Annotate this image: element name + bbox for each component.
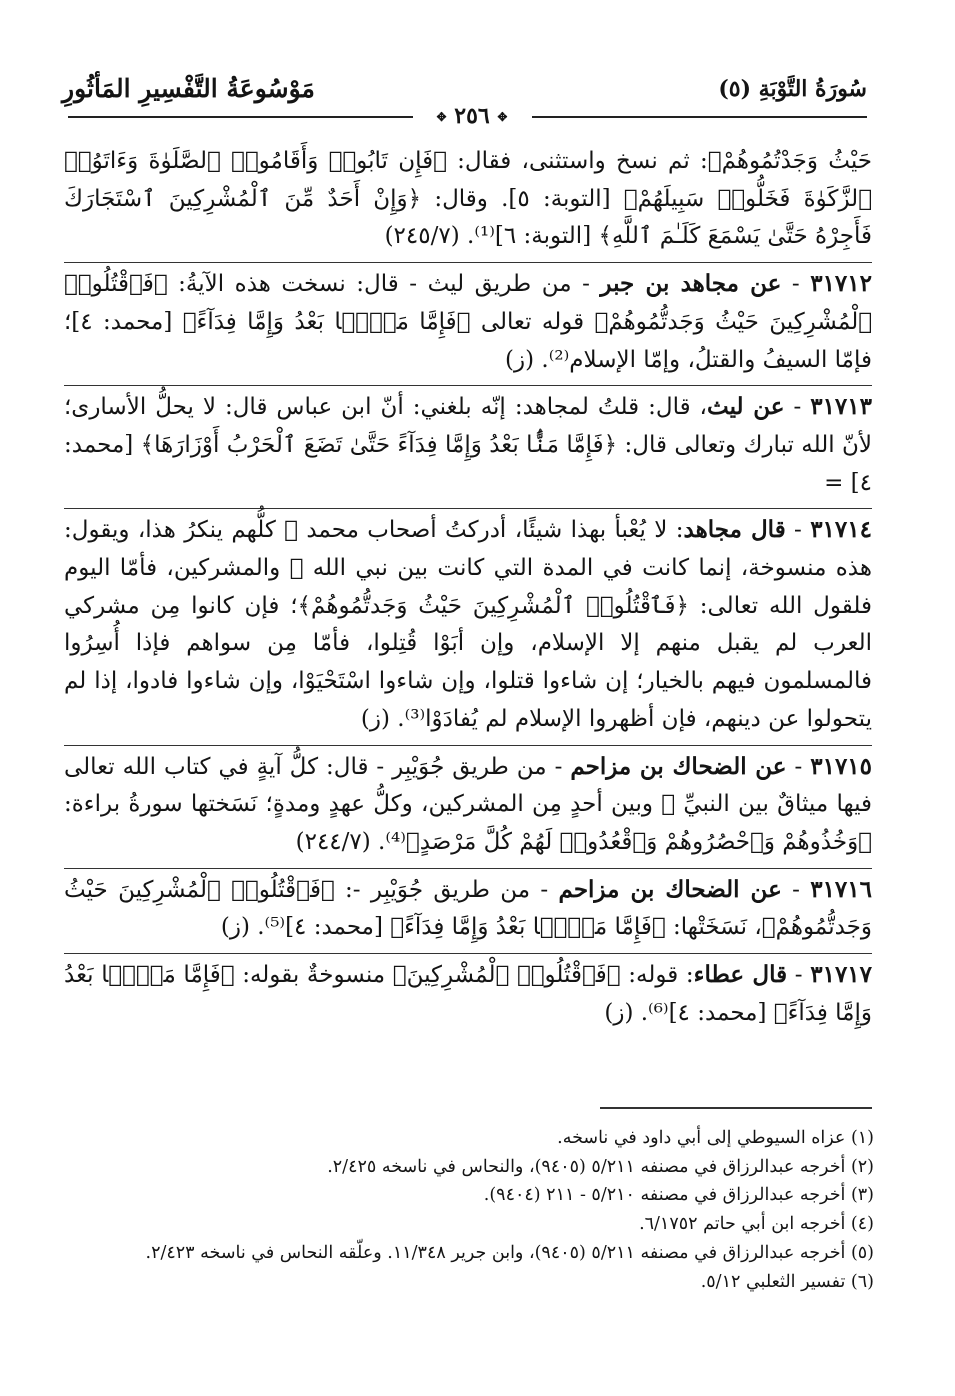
narration-entry: ٣١٧١٤ - قال مجاهد: لا يُعْبأ بهذا شيئًا، أدركتُ أصحاب محمد ﷺ كلُّهم ينكرُ هذا، ويقول: هذه منسوخة، إنما كانت في المدة التي كانت بين نبي الله ﷺ والمشركين، فأمّا اليوم فلقول الله تعالى: ﴿فَٱقْتُلُوا۟ ٱلْمُشْرِكِينَ حَيْثُ وَجَدتُّمُوهُمْ﴾؛ فإن كانوا مِن مشركي العرب لم يقبل منهم إلا الإسلام، وإن أبَوْا قُتِلوا، فأمّا مِن سواهم فإذا أُسِرُوا فالمسلمون فيهم بالخيار؛ إن شاءوا قتلوا، وإن شاءوا اسْتَحْيَوْا، وإن شاءوا فادوا، إذا لم يتحولوا عن دينهم، فإن أظهروا الإسلام لم يُفادَوْا⁽³⁾. (ز) [64,509,872,745]
narration-entry: ٣١٧١٦ - عن الضحاك بن مزاحم - من طريق جُوَيْبِر -: ﴿فَٱقْتُلُوا۟ ٱلْمُشْرِكِينَ حَيْثُ وَجَدتُّمُوهُمْ﴾، نَسَخَتْها: ﴿فَإِمَّا مَنًّۢا بَعْدُ وَإِمَّا فِدَآءً﴾ [محمد: ٤]⁽⁵⁾. (ز) [64,869,872,954]
page-number: ٢٥٦ [454,103,490,129]
narrator-name: عن ليث [706,393,785,421]
footnote: (٥) أخرجه عبدالرزاق في مصنفه ٥/٢١١ (٩٤٠٥)، وابن جرير ١١/٣٤٨. وعلّقه النحاس في ناسخه ٢/٤٢٣. [145,1242,874,1263]
ornament-icon: ✥ [436,110,447,124]
narration-text: : قوله: ﴿فَٱقْتُلُوا۟ ٱلْمُشْرِكِينَ﴾ منسوخةٌ بقوله: ﴿فَإِمَّا مَنًّۢا بَعْدُ وَإِمَّا فِدَآءً﴾ [محمد: ٤]⁽⁶⁾. (ز) [64,962,872,1026]
narration-number: ٣١٧١٢ [810,270,872,298]
narration-number: ٣١٧١٦ [810,875,872,903]
footnote: (٤) أخرجه ابن أبي حاتم ٦/١٧٥٢. [639,1214,874,1235]
footnotes [64,1124,874,1296]
narrator-name: قال عطاء [693,961,788,989]
narrator-name: عن مجاهد بن جبر [600,270,782,298]
footnote: (٢) أخرجه عبدالرزاق في مصنفه ٥/٢١١ (٩٤٠٥)، والنحاس في ناسخه ٢/٤٢٥. [327,1156,874,1177]
header-rule-right [532,116,867,118]
narrator-name: عن الضحاك بن مزاحم [558,875,782,903]
narration-entry: ٣١٧١٥ - عن الضحاك بن مزاحم - من طريق جُوَيْبِر - قال: كلُّ آيةٍ في كتاب الله تعالى فيها ميثاقٌ بين النبيِّ ﷺ وبين أحدٍ مِن المشركين، وكلُّ عهدٍ ومدةٍ؛ نَسَختها سورةُ براءة: ﴿وَخُذُوهُمْ وَٱحْصُرُوهُمْ وَٱقْعُدُوا۟ لَهُمْ كُلَّ مَرْصَدٍ﴾⁽⁴⁾. (٢٤٤/٧) [64,746,872,869]
header-rule-left [68,116,413,118]
main-text [64,142,872,1038]
page-header [62,70,867,128]
book-title: مَوْسُوعَةُ التَّفْسِيرِ المَأثُورِ [62,74,315,103]
narration-number: ٣١٧١٣ [810,393,872,421]
narration-text: : لا يُعْبأ بهذا شيئًا، أدركتُ أصحاب محمد ﷺ كلُّهم ينكرُ هذا، ويقول: هذه منسوخة، إنما كانت في المدة التي كانت بين نبي الله ﷺ والمشركين، فأمّا اليوم فلقول الله تعالى: ﴿فَٱقْتُلُوا۟ ٱلْمُشْرِكِينَ حَيْثُ وَجَدتُّمُوهُمْ﴾؛ فإن كانوا مِن مشركي العرب لم يقبل منهم إلا الإسلام، وإن أبَوْا قُتِلوا، فأمّا مِن سواهم فإذا أُسِرُوا فالمسلمون فيهم بالخيار؛ إن شاءوا قتلوا، وإن شاءوا اسْتَحْيَوْا، وإن شاءوا فادوا، إذا لم يتحولوا عن دينهم، فإن أظهروا الإسلام لم يُفادَوْا⁽³⁾. (ز) [64,517,873,732]
narration-text: ، قال: قلتُ لمجاهد: إنّه بلغني: أنّ ابن عباس قال: لا يحلُّ الأسارى؛ لأنّ الله تبارك وتعالى قال: ﴿فَإِمَّا مَنًّۢا بَعْدُ وَإِمَّا فِدَآءً حَتَّىٰ تَضَعَ ٱلْحَرْبُ أَوْزَارَهَا﴾ [محمد: ٤] = [64,394,872,496]
ornament-icon: ✥ [497,110,508,124]
surah-title: سُورَةُ التَّوْبَةِ (٥) [718,76,867,102]
narration-text: - من طريق جُوَيْبِر - قال: كلُّ آيةٍ في كتاب الله تعالى فيها ميثاقٌ بين النبيِّ ﷺ وبين أحدٍ مِن المشركين، وكلُّ عهدٍ ومدةٍ؛ نَسَختها سورةُ براءة: ﴿وَخُذُوهُمْ وَٱحْصُرُوهُمْ وَٱقْعُدُوا۟ لَهُمْ كُلَّ مَرْصَدٍ﴾⁽⁴⁾. (٢٤٤/٧) [64,753,872,855]
footnote: (١) عزاه السيوطي إلى أبي داود في ناسخه. [557,1128,874,1148]
narration-entry: ٣١٧١٧ - قال عطاء: قوله: ﴿فَٱقْتُلُوا۟ ٱلْمُشْرِكِينَ﴾ منسوخةٌ بقوله: ﴿فَإِمَّا مَنًّۢا بَعْدُ وَإِمَّا فِدَآءً﴾ [محمد: ٤]⁽⁶⁾. (ز) [64,961,873,1026]
narration-entry: ٣١٧١٢ - عن مجاهد بن جبر - من طريق ليث - قال: نسخت هذه الآيةُ: ﴿فَٱقْتُلُوا۟ ٱلْمُشْرِكِينَ حَيْثُ وَجَدتُّمُوهُمْ﴾ قوله تعالى ﴿فَإِمَّا مَنًّۢا بَعْدُ وَإِمَّا فِدَآءً﴾ [محمد: ٤]؛ فإمّا السيفُ والقتلُ، وإمّا الإسلام⁽²⁾. (ز) [64,263,872,386]
narration-number: ٣١٧١٧ [810,961,873,989]
page-number-box [422,103,522,129]
narrator-name: عن الضحاك بن مزاحم [570,752,787,780]
footnote-separator [600,1107,872,1109]
footnote: (٦) تفسير الثعلبي ٥/١٢. [700,1271,874,1292]
narration-text: - من طريق جُوَيْبِر -: ﴿فَٱقْتُلُوا۟ ٱلْمُشْرِكِينَ حَيْثُ وَجَدتُّمُوهُمْ﴾، نَسَخَتْها: ﴿فَإِمَّا مَنًّۢا بَعْدُ وَإِمَّا فِدَآءً﴾ [محمد: ٤]⁽⁵⁾. (ز) [64,876,872,941]
narration-text: حَيْثُ وَجَدْتُمُوهُمْ﴾: ثم نسخ واستثنى، فقال: ﴿فَإِن تَابُوا۟ وَأَقَامُوا۟ ٱلصَّلَوٰةَ وَءَاتَوُا۟ ٱلزَّكَوٰةَ فَخَلُّوا۟ سَبِيلَهُمْ﴾ [التوبة: ٥]. وقال: ﴿وَإِنْ أَحَدٌ مِّنَ ٱلْمُشْرِكِينَ ٱسْتَجَارَكَ فَأَجِرْهُ حَتَّىٰ يَسْمَعَ كَلَـٰمَ ٱللَّهِ﴾ [التوبة: ٦]⁽¹⁾. (٢٤٥/٧) [64,148,872,250]
narration-entry [64,142,872,263]
narration-number: ٣١٧١٥ [810,752,873,780]
narration-text: - من طريق ليث - قال: نسخت هذه الآيةُ: ﴿فَٱقْتُلُوا۟ ٱلْمُشْرِكِينَ حَيْثُ وَجَدتُّمُوهُمْ﴾ قوله تعالى ﴿فَإِمَّا مَنًّۢا بَعْدُ وَإِمَّا فِدَآءً﴾ [محمد: ٤]؛ فإمّا السيفُ والقتلُ، وإمّا الإسلام⁽²⁾. (ز) [64,271,872,373]
narration-number: ٣١٧١٤ [810,516,872,544]
narration-entry: ٣١٧١٣ - عن ليث، قال: قلتُ لمجاهد: إنّه بلغني: أنّ ابن عباس قال: لا يحلُّ الأسارى؛ لأنّ الله تبارك وتعالى قال: ﴿فَإِمَّا مَنًّۢا بَعْدُ وَإِمَّا فِدَآءً حَتَّىٰ تَضَعَ ٱلْحَرْبُ أَوْزَارَهَا﴾ [محمد: ٤] = [64,386,872,509]
narrator-name: قال مجاهد [683,516,786,544]
footnote: (٣) أخرجه عبدالرزاق في مصنفه ٥/٢١٠ - ٢١١ (٩٤٠٤). [483,1185,874,1206]
